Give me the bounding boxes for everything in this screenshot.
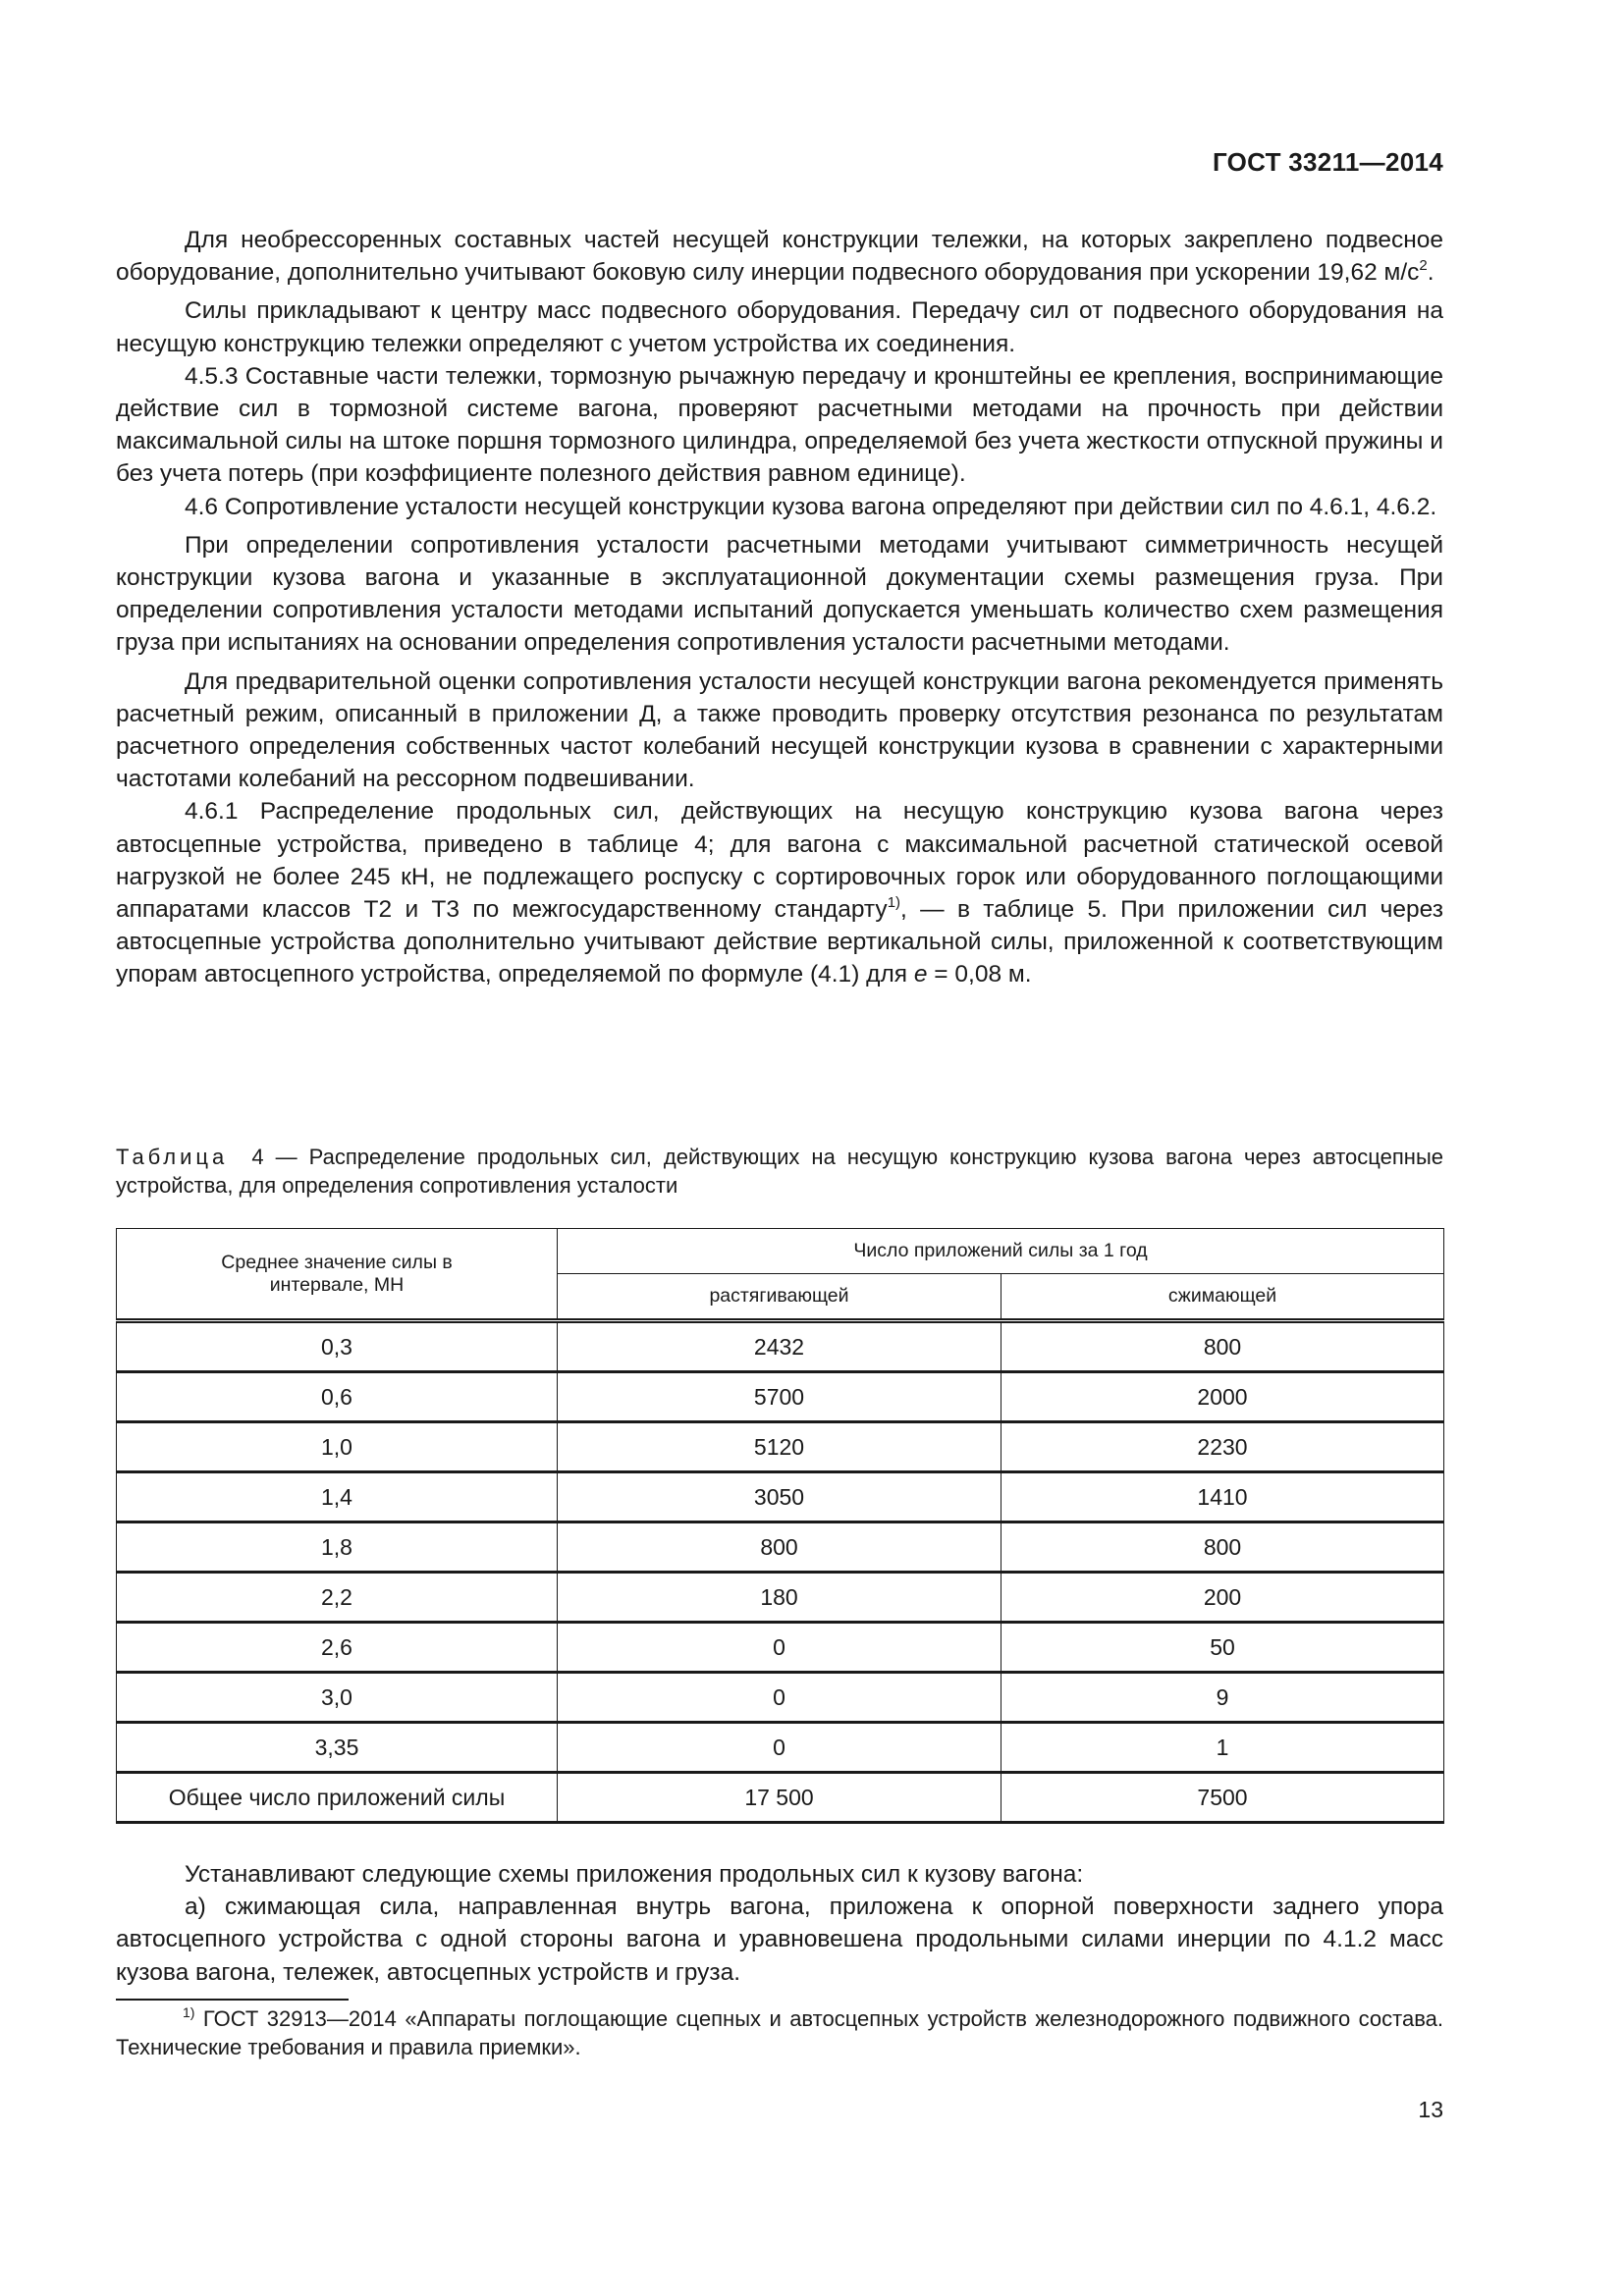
paragraph-suspended-equipment: Для необрессоренных составных частей несущей конструкции тележки, на которых закреплено подвесное оборудование, дополнительно учитывают боковую силу инерции подвесного оборудования при ускорении 19,62 $м/с^2$.: [116, 227, 1443, 287]
paragraph-preliminary-assessment: Для предварительной оценки сопротивления усталости несущей конструкции вагона рекомендуется применять расчетный режим, описанный в приложении Д, а также проводить проверку отсутствия резонанса по результатам расчетного определения собственных частот колебаний несущей конструкции кузова в сравнении с характерными частотами колебаний на рессорном подвешивании.: [116, 667, 1443, 793]
after-table-text: [116, 1858, 1443, 1989]
document-id-header: ГОСТ 33211—2014: [1212, 147, 1443, 177]
table-row: 2,6 0 50: [117, 1623, 1444, 1673]
header-compression: сжимающей: [1001, 1274, 1444, 1321]
paragraph-scheme-a: а) сжимающая сила, направленная внутрь вагона, приложена к опорной поверхности заднего упора автосцепного устройства с одной стороны вагона и уравновешена продольными силами инерции по 4.1.2 масс кузова вагона, тележек, автосцепных устройств и груза.: [116, 1894, 1443, 1986]
paragraph-4-6-1: 4.6.1 Распределение продольных сил, действующих на несущую конструкцию кузова вагона через автосцепные устройства, приведено в таблице 4; для вагона с максимальной расчетной статической осевой нагрузкой не более 245 кН, не подлежащего роспуску с сортировочных горок или оборудованного поглощающими аппаратами классов Т2 и Т3 по межгосударственному стандарту$^{1)}$, — в таблице 5. При приложении сил через автосцепные устройства дополнительно учитывают действие вертикальной силы, приложенной к соответствующим упорам автосцепного устройства, определяемой по формуле (4.1) для е = 0,08 м.: [116, 798, 1444, 988]
force-distribution-table: [116, 1228, 1444, 1824]
footnote-reference[interactable]: 1): [887, 894, 901, 912]
page-number: 13: [1418, 2097, 1443, 2122]
header-tension: растягивающей: [558, 1274, 1001, 1321]
body-text: [116, 224, 1443, 991]
table-row: 0,6 5700 2000: [117, 1372, 1444, 1422]
table-row: 1,4 3050 1410: [117, 1472, 1444, 1522]
table-caption: Таблица 4 — Распределение продольных сил, действующих на несущую конструкцию кузова вагона через автосцепные устройства, для определения сопротивления усталости: [116, 1145, 1443, 1198]
paragraph-force-application: Силы прикладывают к центру масс подвесного оборудования. Передачу сил от подвесного оборудования на несущую конструкцию тележки определяют с учетом устройства их соединения.: [116, 297, 1443, 357]
header-applications-per-year: Число приложений силы за 1 год: [558, 1229, 1444, 1274]
paragraph-fatigue-methods: При определении сопротивления усталости расчетными методами учитывают симметричность несущей конструкции кузова вагона и указанные в эксплуатационной документации схемы размещения груза. При определении сопротивления усталости методами испытаний допускается уменьшать количество схем размещения груза при испытаниях на основании определения сопротивления усталости расчетными методами.: [116, 531, 1443, 657]
paragraph-schemes-intro: Устанавливают следующие схемы приложения продольных сил к кузову вагона:: [185, 1861, 1084, 1888]
table-row: 1,0 5120 2230: [117, 1422, 1444, 1472]
table-row: 3,0 0 9: [117, 1673, 1444, 1723]
footnote-divider: [116, 1999, 349, 2001]
table-row: 2,2 180 200: [117, 1573, 1444, 1623]
table-total-row: Общее число приложений силы 17 500 7500: [117, 1773, 1444, 1823]
header-mean-force: Среднее значение силы в интервале, МН: [117, 1229, 558, 1321]
paragraph-4-5-3: 4.5.3 Составные части тележки, тормозную рычажную передачу и кронштейны ее крепления, воспринимающие действие сил в тормозной системе вагона, проверяют расчетными методами на прочность при действии максимальной силы на штоке поршня тормозного цилиндра, определяемой без учета жесткости отпускной пружины и без учета потерь (при коэффициенте полезного действия равном единице).: [116, 362, 1443, 488]
footnote: $^{1)}$ ГОСТ 32913—2014 «Аппараты поглощающие сцепных и автосцепных устройств железнодорожного подвижного состава. Технические требования и правила приемки».: [116, 2004, 1443, 2059]
table-row: 0,3 2432 800: [117, 1321, 1444, 1372]
table-row: 3,35 0 1: [117, 1723, 1444, 1773]
paragraph-4-6: 4.6 Сопротивление усталости несущей конструкции кузова вагона определяют при действии сил по 4.6.1, 4.6.2.: [185, 493, 1437, 520]
table-row: 1,8 800 800: [117, 1522, 1444, 1573]
